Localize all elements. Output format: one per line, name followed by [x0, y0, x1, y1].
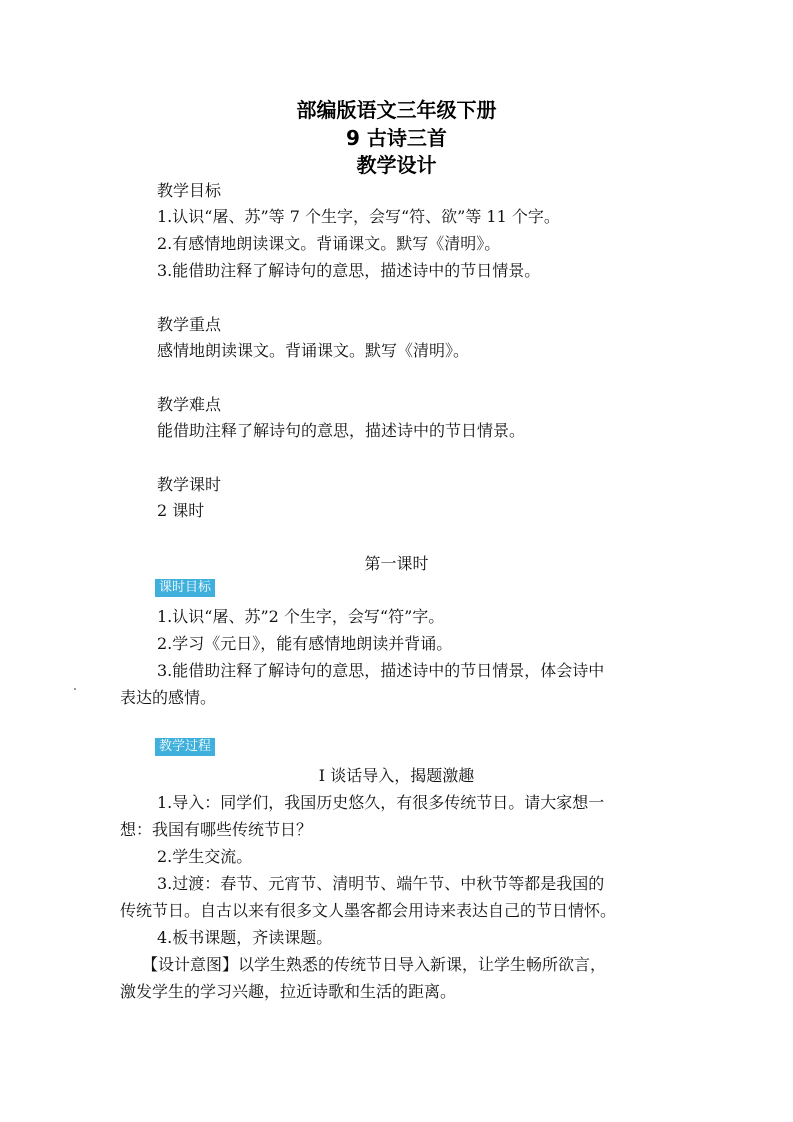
stray-dot	[74, 688, 76, 690]
objective-item: 3.能借助注释了解诗句的意思，描述诗中的节日情景。	[157, 261, 541, 280]
lesson-title: 9 古诗三首	[346, 126, 447, 150]
objectives-heading: 教学目标	[157, 181, 222, 200]
periods-text: 2 课时	[157, 501, 205, 520]
key-points-heading: 教学重点	[157, 315, 222, 334]
process-step: 3.过渡：春节、元宵节、清明节、端午节、中秋节等都是我国的	[157, 874, 605, 893]
objective-item: 2.有感情地朗读课文。背诵课文。默写《清明》。	[157, 234, 501, 253]
process-step: 4.板书课题，齐读课题。	[157, 928, 333, 947]
section-title: Ⅰ 谈话导入，揭题激趣	[318, 766, 475, 785]
goal-tag: 课时目标	[155, 579, 215, 597]
periods-heading: 教学课时	[157, 475, 222, 494]
design-title: 教学设计	[356, 153, 437, 177]
lesson-goal-item: 2.学习《元日》，能有感情地朗读并背诵。	[157, 634, 453, 653]
key-points-text: 感情地朗读课文。背诵课文。默写《清明》。	[157, 341, 470, 360]
process-step: 想：我国有哪些传统节日？	[120, 820, 313, 839]
design-intent: 【设计意图】以学生熟悉的传统节日导入新课，让学生畅所欲言，	[142, 955, 607, 974]
lesson-goal-item: 3.能借助注释了解诗句的意思，描述诗中的节日情景，体会诗中	[157, 661, 605, 680]
lesson-goal-item: 表达的感情。	[120, 688, 217, 707]
design-intent: 激发学生的学习兴趣，拉近诗歌和生活的距离。	[120, 982, 457, 1001]
lesson-goal-item: 1.认识“屠、苏”2 个生字，会写“符”字。	[157, 607, 445, 626]
process-tag: 教学过程	[155, 738, 215, 756]
difficulties-text: 能借助注释了解诗句的意思，描述诗中的节日情景。	[157, 421, 526, 440]
process-step: 2.学生交流。	[157, 847, 253, 866]
objective-item: 1.认识“屠、苏”等 7 个生字，会写“符、欲”等 11 个字。	[157, 207, 560, 226]
process-step: 1.导入：同学们，我国历史悠久，有很多传统节日。请大家想一	[157, 793, 605, 812]
process-step: 传统节日。自古以来有很多文人墨客都会用诗来表达自己的节日情怀。	[120, 901, 617, 920]
difficulties-heading: 教学难点	[157, 395, 222, 414]
document-title: 部编版语文三年级下册	[296, 98, 497, 122]
lesson1-heading: 第一课时	[364, 554, 429, 573]
